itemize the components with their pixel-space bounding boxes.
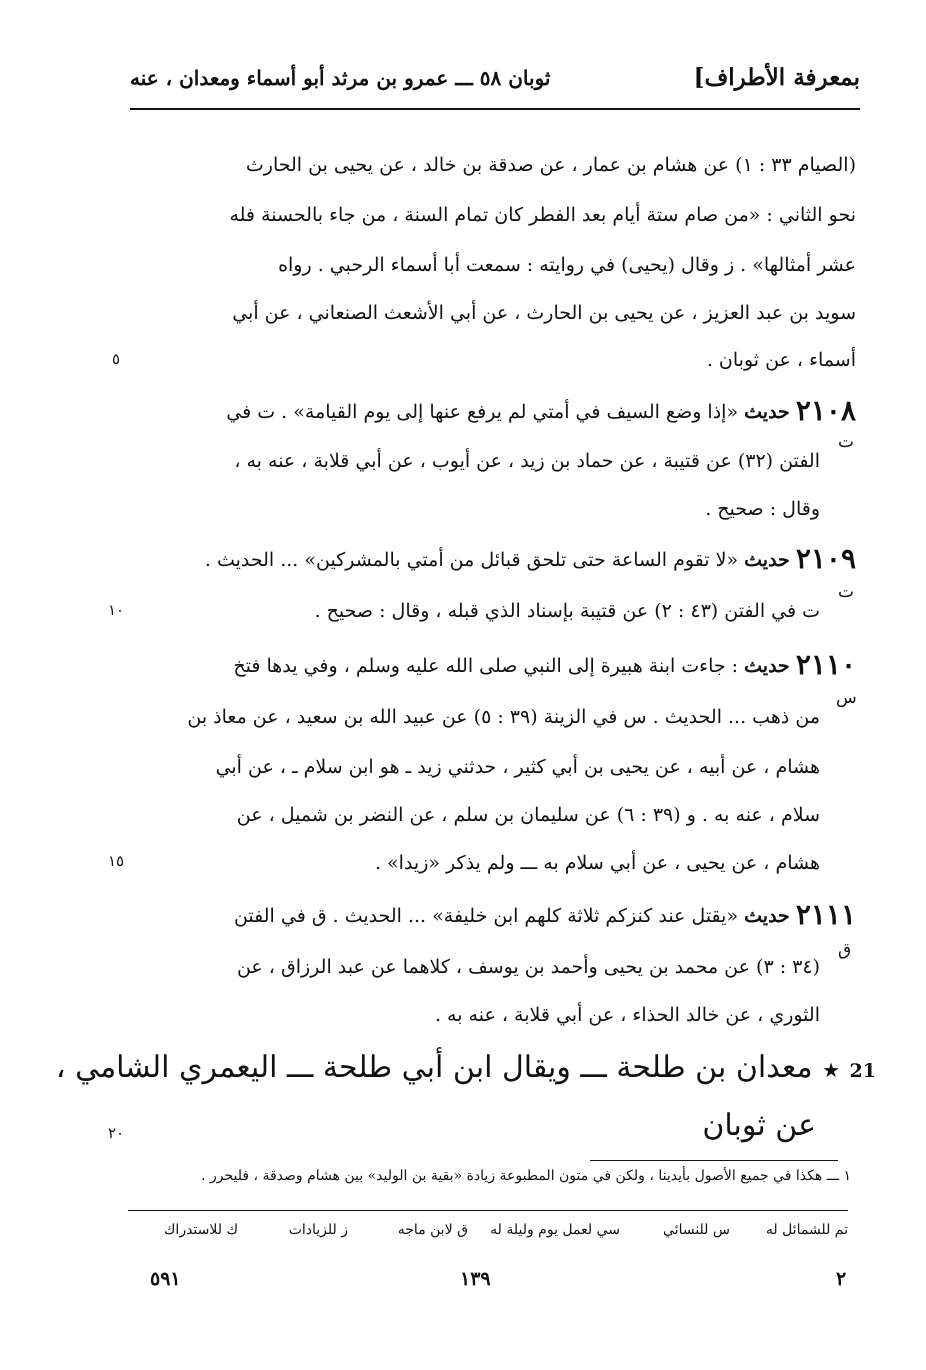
text-line: سلام ، عنه به . و (٣٩ : ٦) عن سليمان بن سلم ، عن النضر بن شميل ، عن (236, 804, 820, 826)
margin-siglum: س (836, 688, 857, 708)
legend-item: تم للشمائل له (765, 1222, 848, 1238)
section-heading (56, 1050, 876, 1085)
legend-rule (128, 1210, 848, 1211)
margin-siglum: ت (838, 432, 855, 452)
legend-item: س للنسائي (663, 1222, 730, 1238)
hadith-2110-line (132, 650, 856, 681)
legend-item: سي لعمل يوم وليلة له (490, 1222, 620, 1238)
hadith-number: ٢١٠٨ (795, 396, 856, 427)
text-line: هشام ، عن يحيى ، عن أبي سلام به ـــ ولم يذكر «زيدا» . (374, 852, 820, 874)
footer-right: ٢ (836, 1268, 847, 1290)
margin-siglum: ت (838, 582, 855, 602)
line-number: ٥ (112, 350, 121, 368)
hadith-text: «لا تقوم الساعة حتى تلحق قبائل من أمتي بالمشركين» ... الحديث . (204, 549, 739, 571)
section-number: 21 (849, 1060, 876, 1082)
text-line: الفتن (٣٢) عن قتيبة ، عن حماد بن زيد ، عن أيوب ، عن أبي قلابة ، عنه به ، (234, 450, 820, 472)
header-right: بمعرفة الأطراف] (693, 64, 860, 91)
text-line: (الصيام ٣٣ : ١) عن هشام بن عمار ، عن صدقة بن خالد ، عن يحيى بن الحارث (245, 154, 856, 176)
footnote-rule (590, 1160, 838, 1161)
hadith-text: «إذا وضع السيف في أمتي لم يرفع عنها إلى يوم القيامة» . ت في (226, 401, 739, 423)
text-line: من ذهب ... الحديث . س في الزينة (٣٩ : ٥) عن عبيد الله بن سعيد ، عن معاذ بن (187, 706, 820, 728)
hadith-word: حديث (744, 655, 790, 677)
running-header (130, 58, 860, 108)
line-number: ١٠ (108, 601, 125, 619)
line-number: ١٥ (108, 852, 125, 870)
hadith-number: ٢١٠٩ (795, 544, 856, 575)
hadith-2111-line (132, 900, 856, 931)
legend-item: ك للاستدراك (163, 1222, 238, 1238)
text-line: نحو الثاني : «من صام ستة أيام بعد الفطر كان تمام السنة ، من جاء بالحسنة فله (229, 204, 856, 226)
footnote: ١ ـــ هكذا في جميع الأصول بأيدينا ، ولكن في متون المطبوعة زيادة «بقية بن الوليد» بين هشام وصدقة ، فليحرر . (201, 1168, 851, 1184)
header-rule (130, 108, 860, 110)
text-line: سويد بن عبد العزيز ، عن يحيى بن الحارث ، عن أبي الأشعث الصنعاني ، عن أبي (232, 302, 856, 324)
margin-siglum: ق (838, 940, 852, 960)
page-number: ١٣٩ (460, 1268, 491, 1290)
text-line: هشام ، عن أبيه ، عن يحيى بن أبي كثير ، حدثني زيد ـ هو ابن سلام ـ ، عن أبي (215, 756, 820, 778)
hadith-number: ٢١١٠ (795, 650, 856, 681)
header-left: ثوبان ٥٨ ـــ عمرو بن مرثد أبو أسماء ومعدان ، عنه (130, 66, 551, 90)
hadith-text: «يقتل عند كنزكم ثلاثة كلهم ابن خليفة» ... الحديث . ق في الفتن (233, 905, 739, 927)
text-line: ت في الفتن (٤٣ : ٢) عن قتيبة بإسناد الذي قبله ، وقال : صحيح . (314, 600, 820, 622)
hadith-2108-line (132, 396, 856, 427)
text-line: عشر أمثالها» . ز وقال (يحيى) في روايته : سمعت أبا أسماء الرحبي . رواه (278, 254, 856, 276)
hadith-number: ٢١١١ (795, 900, 856, 931)
hadith-2109-line (132, 544, 856, 575)
legend-item: ق لابن ماجه (397, 1222, 468, 1238)
hadith-word: حديث (744, 549, 790, 571)
hadith-word: حديث (744, 905, 790, 927)
star-icon: ★ (822, 1058, 840, 1082)
section-title: معدان بن طلحة ـــ ويقال ابن أبي طلحة ـــ اليعمري الشامي ، (55, 1050, 813, 1085)
text-line: الثوري ، عن خالد الحذاء ، عن أبي قلابة ، عنه به . (434, 1004, 820, 1026)
legend-item: ز للزيادات (288, 1222, 348, 1238)
hadith-word: حديث (744, 401, 790, 423)
line-number: ٢٠ (108, 1124, 125, 1142)
hadith-text: : جاءت ابنة هبيرة إلى النبي صلى الله عليه وسلم ، وفي يدها فتخ (233, 655, 739, 677)
footer-left: ٥٩١ (150, 1268, 181, 1290)
text-line: وقال : صحيح . (705, 498, 820, 520)
text-line: أسماء ، عن ثوبان . (706, 349, 856, 371)
section-heading-cont: عن ثوبان (702, 1108, 816, 1143)
sigla-legend (128, 1222, 848, 1246)
text-line: (٣٤ : ٣) عن محمد بن يحيى وأحمد بن يوسف ، كلاهما عن عبد الرزاق ، عن (236, 956, 820, 978)
